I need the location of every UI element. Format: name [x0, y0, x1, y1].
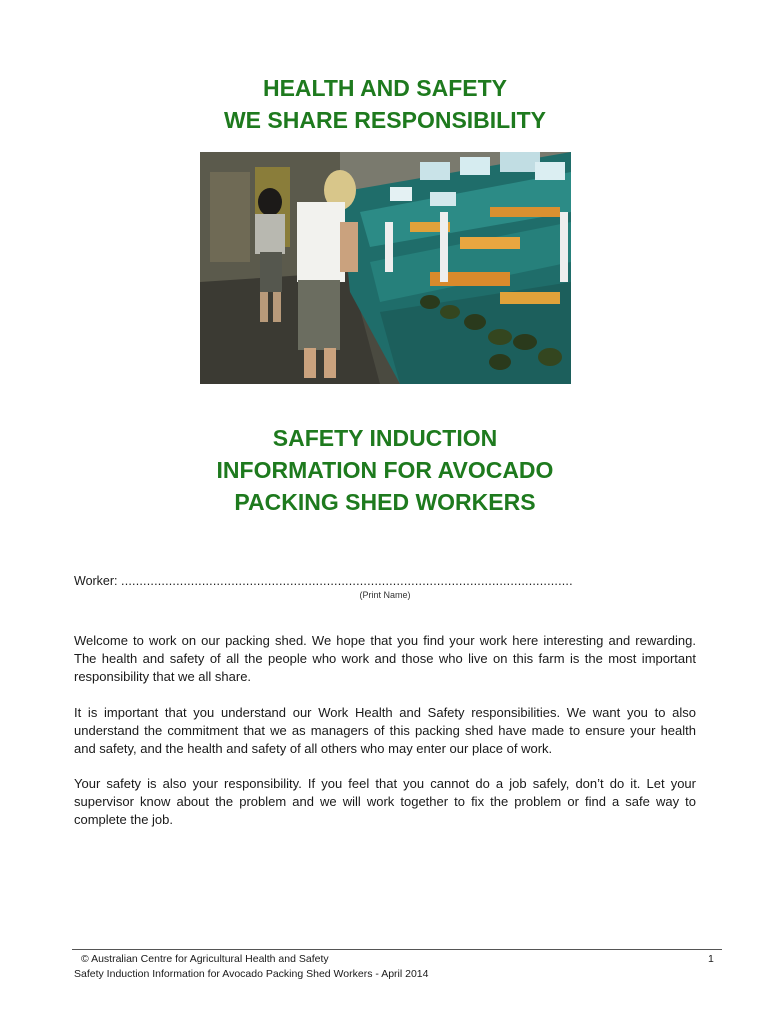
worker-label: Worker: — [74, 574, 118, 588]
welcome-paragraph: Welcome to work on our packing shed. We hope that you find your work here interesting and rewarding. The health and safety of all the people who work and those who live on this farm is the most important responsibility that we all share. — [74, 633, 696, 684]
document-subtitle — [0, 422, 770, 518]
worker-name-blank[interactable]: ........................................................................................................................... — [121, 574, 573, 588]
document-title — [0, 72, 770, 136]
packing-shed-photo — [200, 152, 571, 384]
print-name-hint: (Print Name) — [359, 590, 411, 600]
footer-copyright: © Australian Centre for Agricultural Health and Safety — [81, 953, 329, 965]
footer-divider — [72, 949, 722, 950]
title-line-2: WE SHARE RESPONSIBILITY — [223, 107, 547, 133]
worker-name-field[interactable] — [74, 574, 634, 588]
subtitle-line-2: INFORMATION FOR AVOCADO — [216, 457, 554, 483]
subtitle-line-1: SAFETY INDUCTION — [272, 425, 498, 451]
whs-responsibilities-paragraph: It is important that you understand our Work Health and Safety responsibilities. We want you to also understand the commitment that we as managers of this packing shed have made to ensure your health and safety, and the health and safety of all others who may enter our place of work. — [74, 705, 696, 756]
page-number: 1 — [708, 953, 714, 965]
title-line-1: HEALTH AND SAFETY — [262, 75, 508, 101]
personal-safety-paragraph: Your safety is also your responsibility. If you feel that you cannot do a job safely, don’t do it. Let your supervisor know about the problem and we will work together to fix the problem or find a safe way to complete the job. — [74, 776, 696, 827]
footer-document-title: Safety Induction Information for Avocado Packing Shed Workers - April 2014 — [74, 968, 429, 980]
subtitle-line-3: PACKING SHED WORKERS — [234, 489, 536, 515]
